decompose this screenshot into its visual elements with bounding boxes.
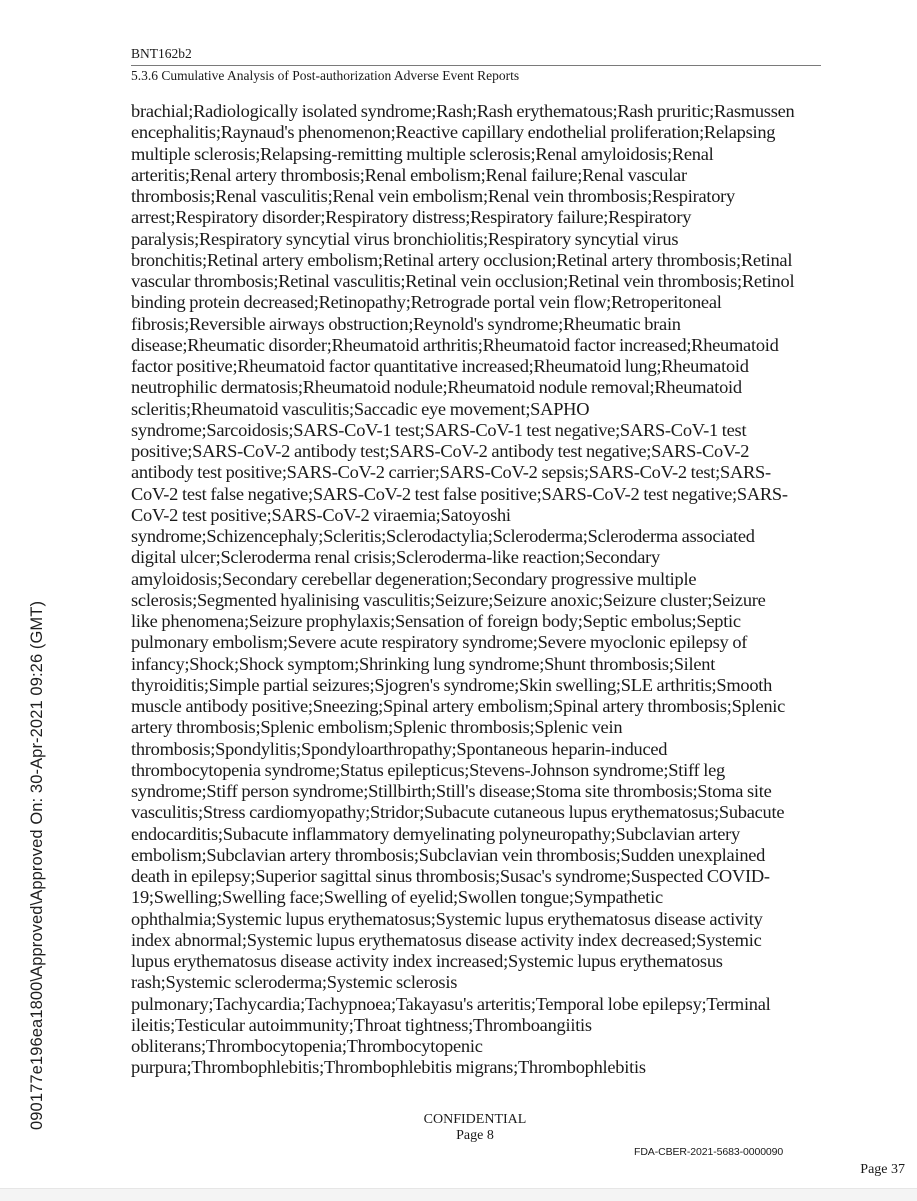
text-line: thyroiditis;Simple partial seizures;Sjogren's syndrome;Skin swelling;SLE arthritis;Smooth [131, 674, 773, 695]
document-header [131, 46, 821, 84]
text-line: vasculitis;Stress cardiomyopathy;Stridor;Subacute cutaneous lupus erythematosus;Subacute [131, 802, 785, 823]
text-line: multiple sclerosis;Relapsing-remitting multiple sclerosis;Renal amyloidosis;Renal [131, 143, 714, 164]
text-line: pulmonary embolism;Severe acute respiratory syndrome;Severe myoclonic epilepsy of [131, 632, 748, 653]
text-line: arteritis;Renal artery thrombosis;Renal embolism;Renal failure;Renal vascular [131, 164, 687, 185]
text-line: lupus erythematosus disease activity index increased;Systemic lupus erythematosus [131, 951, 723, 971]
outer-page-number: Page 37 [860, 1162, 905, 1177]
text-line: embolism;Subclavian artery thrombosis;Subclavian vein thrombosis;Sudden unexplained [131, 844, 766, 865]
internal-page-number: Page 8 [456, 1128, 494, 1143]
product-name: BNT162b2 [131, 46, 192, 61]
text-line: ileitis;Testicular autoimmunity;Throat tightness;Thromboangiitis [131, 1014, 592, 1035]
text-line: paralysis;Respiratory syncytial virus bronchiolitis;Respiratory syncytial virus [131, 228, 679, 249]
text-line: artery thrombosis;Splenic embolism;Splenic thrombosis;Splenic vein [131, 717, 623, 738]
text-line: ophthalmia;Systemic lupus erythematosus;Systemic lupus erythematosus disease activity [131, 908, 763, 929]
text-line: sclerosis;Segmented hyalinising vasculitis;Seizure;Seizure anoxic;Seizure cluster;Seizure [131, 589, 766, 610]
text-line: syndrome;Stiff person syndrome;Stillbirth;Still's disease;Stoma site thrombosis;Stoma site [131, 781, 772, 801]
text-line: antibody test positive;SARS-CoV-2 carrier;SARS-CoV-2 sepsis;SARS-CoV-2 test;SARS- [131, 462, 771, 483]
text-line: thrombosis;Spondylitis;Spondyloarthropathy;Spontaneous heparin-induced [131, 738, 668, 759]
text-line: neutrophilic dermatosis;Rheumatoid nodule;Rheumatoid nodule removal;Rheumatoid [131, 377, 742, 398]
text-line: muscle antibody positive;Sneezing;Spinal artery embolism;Spinal artery thrombosis;Splenic [131, 696, 786, 716]
confidential-label: CONFIDENTIAL [423, 1112, 527, 1127]
text-line: death in epilepsy;Superior sagittal sinus thrombosis;Susac's syndrome;Suspected COVID- [131, 866, 770, 886]
text-line: fibrosis;Reversible airways obstruction;Reynold's syndrome;Rheumatic brain [131, 313, 681, 334]
text-line: disease;Rheumatic disorder;Rheumatoid arthritis;Rheumatoid factor increased;Rheumatoid [131, 334, 779, 355]
text-line: 19;Swelling;Swelling face;Swelling of eyelid;Swollen tongue;Sympathetic [131, 887, 663, 908]
adverse-event-term-list [131, 101, 831, 1079]
text-line: CoV-2 test false negative;SARS-CoV-2 test false positive;SARS-CoV-2 test negative;SARS- [131, 483, 788, 504]
text-line: arrest;Respiratory disorder;Respiratory distress;Respiratory failure;Respiratory [131, 207, 692, 228]
text-line: binding protein decreased;Retinopathy;Retrograde portal vein flow;Retroperitoneal [131, 292, 722, 313]
text-line: amyloidosis;Secondary cerebellar degeneration;Secondary progressive multiple [131, 568, 697, 589]
text-line: like phenomena;Seizure prophylaxis;Sensation of foreign body;Septic embolus;Septic [131, 611, 741, 631]
text-line: pulmonary;Tachycardia;Tachypnoea;Takayasu's arteritis;Temporal lobe epilepsy;Terminal [131, 993, 771, 1014]
text-line: rash;Systemic scleroderma;Systemic sclerosis [131, 972, 458, 993]
text-line: thrombocytopenia syndrome;Status epilepticus;Stevens-Johnson syndrome;Stiff leg [131, 759, 725, 780]
page-edge [0, 1188, 917, 1201]
text-line: CoV-2 test positive;SARS-CoV-2 viraemia;Satoyoshi [131, 504, 511, 525]
text-line: infancy;Shock;Shock symptom;Shrinking lung syndrome;Shunt thrombosis;Silent [131, 653, 716, 674]
text-line: digital ulcer;Scleroderma renal crisis;Scleroderma-like reaction;Secondary [131, 547, 660, 568]
text-line: syndrome;Sarcoidosis;SARS-CoV-1 test;SARS-CoV-1 test negative;SARS-CoV-1 test [131, 419, 747, 440]
text-line: index abnormal;Systemic lupus erythematosus disease activity index decreased;Systemic [131, 929, 762, 950]
text-line: factor positive;Rheumatoid factor quantitative increased;Rheumatoid lung;Rheumatoid [131, 356, 749, 376]
text-line: thrombosis;Renal vasculitis;Renal vein embolism;Renal vein thrombosis;Respiratory [131, 186, 735, 206]
text-line: positive;SARS-CoV-2 antibody test;SARS-CoV-2 antibody test negative;SARS-CoV-2 [131, 441, 750, 461]
text-line: vascular thrombosis;Retinal vasculitis;Retinal vein occlusion;Retinal vein thrombosis;Retinol [131, 271, 795, 291]
text-line: brachial;Radiologically isolated syndrome;Rash;Rash erythematous;Rash pruritic;Rasmussen [131, 101, 795, 121]
text-line: syndrome;Schizencephaly;Scleritis;Sclerodactylia;Scleroderma;Scleroderma associated [131, 526, 755, 546]
text-line: purpura;Thrombophlebitis;Thrombophlebitis migrans;Thrombophlebitis [131, 1057, 646, 1078]
bates-number: FDA-CBER-2021-5683-0000090 [634, 1146, 784, 1158]
header-divider [131, 65, 821, 66]
text-line: scleritis;Rheumatoid vasculitis;Saccadic eye movement;SAPHO [131, 398, 590, 419]
text-line: endocarditis;Subacute inflammatory demyelinating polyneuropathy;Subclavian artery [131, 823, 740, 844]
text-line: obliterans;Thrombocytopenia;Thrombocytopenic [131, 1036, 483, 1056]
section-title: 5.3.6 Cumulative Analysis of Post-authorization Adverse Event Reports [131, 68, 520, 83]
text-line: bronchitis;Retinal artery embolism;Retinal artery occlusion;Retinal artery thrombosis;Retinal [131, 249, 793, 270]
text-line: encephalitis;Raynaud's phenomenon;Reactive capillary endothelial proliferation;Relapsing [131, 122, 776, 143]
approval-stamp: 090177e196ea1800\Approved\Approved On: 30-Apr-2021 09:26 (GMT) [28, 600, 46, 1130]
